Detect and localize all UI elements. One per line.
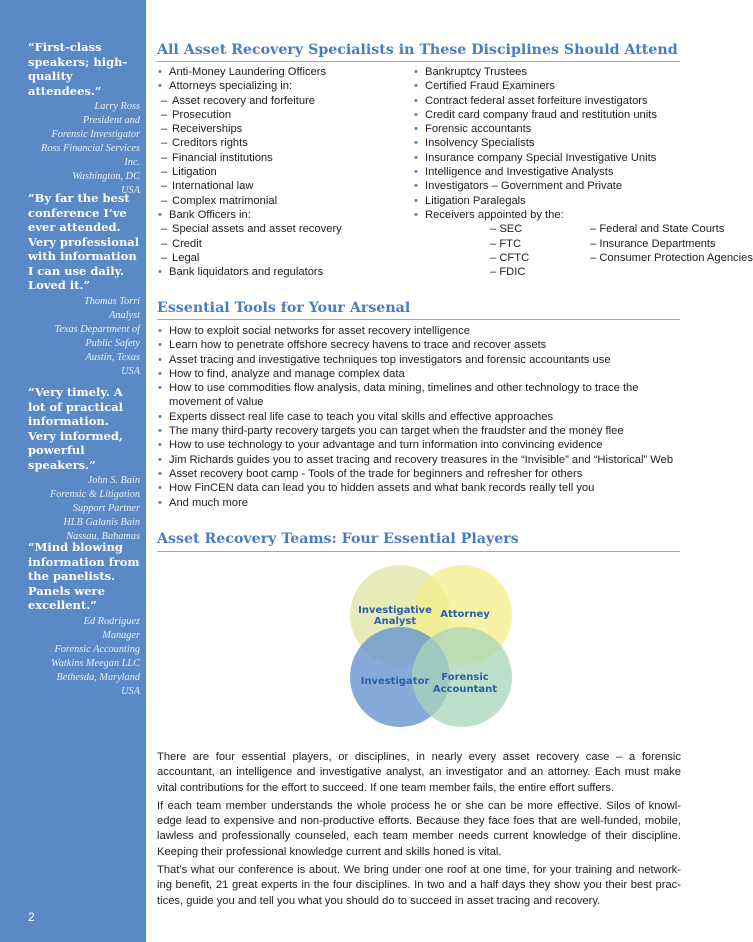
discipline-item: • Insurance company Special Investigative Units (413, 151, 683, 165)
tool-item: • Experts dissect real life case to teach you vital skills and effective approaches (157, 410, 687, 424)
discipline-item: • Intelligence and Investigative Analysts (413, 165, 683, 179)
receiver-agency: – Federal and State Courts (590, 223, 725, 236)
discipline-item: • Bankruptcy Trustees (413, 65, 683, 79)
discipline-item: • Anti-Money Laundering Officers (157, 65, 407, 79)
tool-item: • Learn how to penetrate offshore secrecy havens to trace and recover assets (157, 338, 687, 352)
attribution-line: Washington, DC (72, 171, 140, 182)
teams-body-text (157, 750, 681, 912)
testimonial-quote: “Very timely. A lot of practical information. Very informed, powerful speakers.” (28, 385, 124, 472)
discipline-subitem: – Credit (157, 237, 407, 251)
venn-label-attorney: Attorney (440, 609, 490, 620)
discipline-subitem: – Financial institutions (157, 151, 407, 165)
discipline-subitem: – Receiverships (157, 122, 407, 136)
tools-list (157, 324, 687, 510)
tool-item: • How to find, analyze and manage complex data (157, 367, 687, 381)
tool-item: • How FinCEN data can lead you to hidden assets and what bank records really tell you (157, 481, 687, 495)
discipline-item: • Litigation Paralegals (413, 194, 683, 208)
receiver-agency: – Consumer Protection Agencies (590, 251, 753, 264)
tool-item: • How to exploit social networks for asset recovery intelligence (157, 324, 687, 338)
discipline-subitem: – Legal (157, 251, 407, 265)
attribution-line: Support Partner (72, 503, 140, 514)
discipline-subitem: – Litigation (157, 165, 407, 179)
discipline-item: • Contract federal asset forfeiture investigators (413, 94, 683, 108)
tool-item: • And much more (157, 496, 687, 510)
attribution-line: Texas Department of (54, 323, 140, 335)
testimonial (28, 385, 140, 544)
discipline-subitem: – Special assets and asset recovery (157, 222, 407, 236)
testimonial (28, 191, 140, 379)
receiver-agency: – CFTC (490, 251, 530, 264)
section-divider (157, 319, 680, 320)
page-number: 2 (28, 910, 35, 924)
attribution-line: Inc. (124, 157, 140, 168)
discipline-item: • Attorneys specializing in: (157, 79, 407, 93)
testimonial-attribution (28, 295, 140, 379)
tool-item: • How to use technology to your advantage and turn information into convincing evidence (157, 438, 687, 452)
discipline-item: • Certified Fraud Examiners (413, 79, 683, 93)
attribution-line: Forensic Accounting (54, 643, 140, 655)
testimonial-quote: “First-class speakers; high-quality attendees.” (28, 40, 128, 98)
tool-item: • Asset recovery boot camp - Tools of the trade for beginners and refresher for others (157, 467, 687, 481)
discipline-subitem: – Complex matrimonial (157, 194, 407, 208)
discipline-subitem: – Prosecution (157, 108, 407, 122)
testimonial (28, 40, 140, 198)
attribution-line: Austin, Texas (85, 351, 140, 363)
receiver-agency: – FDIC (490, 266, 526, 279)
receiver-agency: – FTC (490, 237, 522, 250)
attribution-line: Analyst (109, 309, 140, 321)
receiver-agency: – Insurance Departments (590, 237, 716, 250)
attribution-line: Watkins Meegan LLC (51, 657, 140, 669)
discipline-item: • Credit card company fraud and restitution units (413, 108, 683, 122)
discipline-subitem: – Creditors rights (157, 136, 407, 150)
testimonial-attribution (28, 100, 140, 198)
tool-item: • Asset tracing and investigative techniques top investigators and forensic accountants use (157, 353, 687, 367)
discipline-item: • Receivers appointed by the: (413, 208, 683, 222)
attribution-line: HLB Galanis Bain (63, 517, 140, 528)
attribution-line: Forensic & Litigation (49, 489, 140, 500)
attribution-line: USA (121, 185, 140, 196)
venn-label-analyst: Analyst (373, 616, 417, 627)
attribution-line: USA (121, 365, 140, 377)
testimonial-name: Thomas Torri (84, 295, 140, 307)
receiver-agency: – SEC (490, 223, 523, 236)
tool-item: • The many third-party recovery targets you can target when the fraudster and the money flee (157, 424, 687, 438)
disciplines-right-column (413, 65, 753, 279)
discipline-subitem: – International law (157, 179, 407, 193)
disciplines-heading: All Asset Recovery Specialists in These Disciplines Should Attend (157, 42, 678, 58)
tools-heading: Essential Tools for Your Arsenal (157, 300, 411, 316)
attribution-line: Manager (102, 629, 140, 641)
disciplines-left-column (157, 65, 407, 279)
section-divider (157, 61, 680, 62)
body-paragraph: There are four essential players, or disciplines, in nearly every asset recovery case – a forensic accountant, an intelligence and investigative analyst, an investigator and an attorney. Each must make vital contributions for the effort to succeed. If one team member fails, the entire effort suffers. (157, 751, 681, 794)
discipline-item: • Bank Officers in: (157, 208, 407, 222)
tool-item: • Jim Richards guides you to asset tracing and recovery treasures in the “Invisible” and “Historical” Web (157, 453, 687, 467)
attribution-line: Nassau, Bahamas (66, 531, 140, 542)
testimonial-quote: “Mind blowing information from the panelists. Panels were excellent.” (28, 540, 140, 612)
venn-label-forensic: Forensic (441, 672, 489, 683)
attribution-line: Bethesda, Maryland (56, 671, 140, 683)
venn-label-investigative: Investigative (358, 605, 432, 616)
testimonial-quote: “By far the best conference I’ve ever attended. Very professional with information I can use daily. Loved it.” (28, 191, 140, 292)
sidebar (0, 0, 146, 942)
attribution-line: Public Safety (85, 337, 140, 349)
attribution-line: Ross Financial Services (41, 143, 140, 154)
venn-label-investigator: Investigator (360, 676, 430, 687)
testimonial-name: Larry Ross (94, 101, 140, 112)
testimonial (28, 540, 140, 699)
discipline-subitem: – Asset recovery and forfeiture (157, 94, 407, 108)
four-players-venn-diagram (345, 560, 525, 740)
attribution-line: President and (82, 115, 140, 126)
testimonial-attribution (28, 474, 140, 544)
discipline-item: • Insolvency Specialists (413, 136, 683, 150)
attribution-line: USA (121, 685, 140, 697)
discipline-item: • Investigators – Government and Private (413, 179, 683, 193)
attribution-line: Forensic Investigator (51, 129, 140, 140)
testimonial-name: John S. Bain (87, 475, 140, 486)
body-paragraph: If each team member understands the whole process he or she can be more effective. Silos of knowl-edge lead to expensive and non-productive efforts. Because they face foes that are well-funded, mobile, lawless and professionally counseled, each team member needs current knowledge of their discipline. Keeping their professional knowledge current and skills honed is vital. (157, 799, 681, 858)
discipline-item: • Forensic accountants (413, 122, 683, 136)
testimonial-attribution (28, 615, 140, 699)
testimonial-name: Ed Rodriguez (83, 615, 140, 627)
venn-label-accountant: Accountant (432, 684, 498, 695)
receivers-grid (413, 222, 753, 279)
tool-item: • How to use commodities flow analysis, data mining, timelines and other technology to trace the movement of value (157, 381, 649, 410)
body-paragraph: That’s what our conference is about. We bring under one roof at one time, for your training and network-ing benefit, 21 great experts in the four disciplines. In two and a half days they show you their best prac-tices, guide you and tell you what you should do to succeed in asset tracing and recovery. (157, 864, 681, 907)
discipline-item: • Bank liquidators and regulators (157, 265, 407, 279)
teams-heading: Asset Recovery Teams: Four Essential Players (157, 531, 519, 547)
section-divider (157, 551, 680, 552)
